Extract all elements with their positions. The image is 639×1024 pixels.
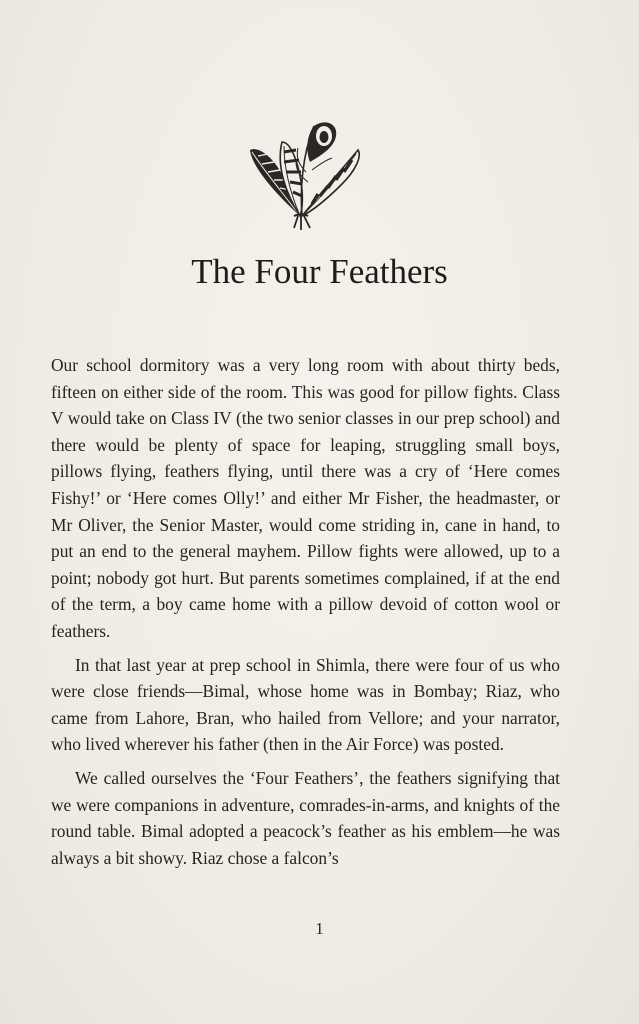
chapter-title: The Four Feathers	[191, 252, 448, 291]
chapter-body	[51, 352, 560, 878]
paragraph: We called ourselves the ‘Four Feathers’, the feathers signifying that we were companions in adventure, comrades-in-arms, and knights of the round table. Bimal adopted a peacock’s feather as his emblem—he was always a bit showy. Riaz chose a falcon’s	[51, 767, 560, 868]
paragraph: In that last year at prep school in Shimla, there were four of us who were close friends—Bimal, whose home was in Bombay; Riaz, who came from Lahore, Bran, who hailed from Vellore; and your narrator, who lived wherever his father (then in the Air Force) was posted.	[51, 654, 560, 755]
paragraph: Our school dormitory was a very long room with about thirty beds, fifteen on either side of the room. This was good for pillow fights. Class V would take on Class IV (the two senior classes in our prep school) and there would be plenty of space for leaping, struggling small boys, pillows flying, feathers flying, until there was a cry of ‘Here comes Fishy!’ or ‘Here comes Olly!’ and either Mr Fisher, the headmaster, or Mr Oliver, the Senior Master, would come striding in, cane in hand, to put an end to the general mayhem. Pillow fights were allowed, up to a point; nobody got hurt. But parents sometimes complained, if at the end of the term, a boy came home with a pillow devoid of cotton wool or feathers.	[51, 355, 560, 641]
page-number: 1	[315, 919, 324, 938]
feathers-icon	[238, 112, 368, 230]
